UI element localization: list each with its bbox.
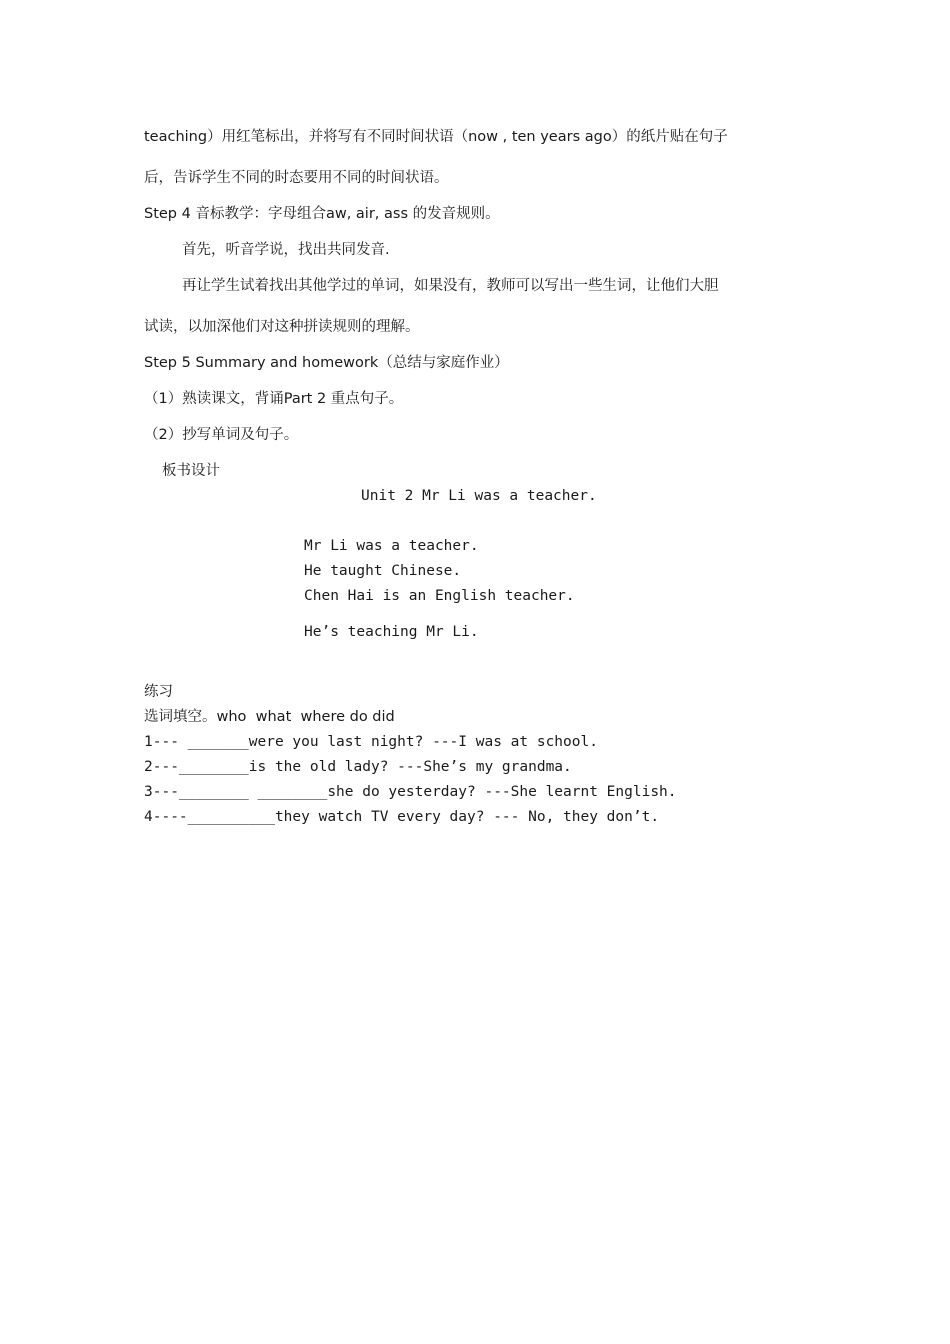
exercise-item: 1--- _______were you last night? ---I was at school. [144,734,598,750]
step4-text: 试读，以加深他们对这种拼读规则的理解。 [144,319,420,335]
exercise-instruction: 选词填空。who what where do did [144,709,395,725]
homework-item: （1）熟读课文，背诵Part 2 重点句子。 [144,391,404,407]
exercise-item: 3---________ ________she do yesterday? ---She learnt English. [144,784,677,800]
paragraph-line: teaching）用红笔标出，并将写有不同时间状语（now , ten years ago）的纸片贴在句子 [144,129,728,145]
board-line: Mr Li was a teacher. [304,538,479,554]
exercise-heading: 练习 [144,684,173,700]
exercise-item: 2---________is the old lady? ---She’s my grandma. [144,759,572,775]
paragraph-line: 后，告诉学生不同的时态要用不同的时间状语。 [144,170,449,186]
step4-text: 再让学生试着找出其他学过的单词，如果没有，教师可以写出一些生词，让他们大胆 [182,278,719,294]
board-title: Unit 2 Mr Li was a teacher. [361,488,597,504]
board-line: He’s teaching Mr Li. [304,624,479,640]
exercise-item: 4----__________they watch TV every day? --- No, they don’t. [144,809,660,825]
homework-item: （2）抄写单词及句子。 [144,427,299,443]
board-design-heading: 板书设计 [162,463,220,479]
board-line: He taught Chinese. [304,563,462,579]
step4-text: 首先，听音学说，找出共同发音. [182,242,390,258]
board-line: Chen Hai is an English teacher. [304,588,575,604]
step4-heading: Step 4 音标教学：字母组合aw, air, ass 的发音规则。 [144,206,500,222]
step5-heading: Step 5 Summary and homework（总结与家庭作业） [144,355,509,371]
